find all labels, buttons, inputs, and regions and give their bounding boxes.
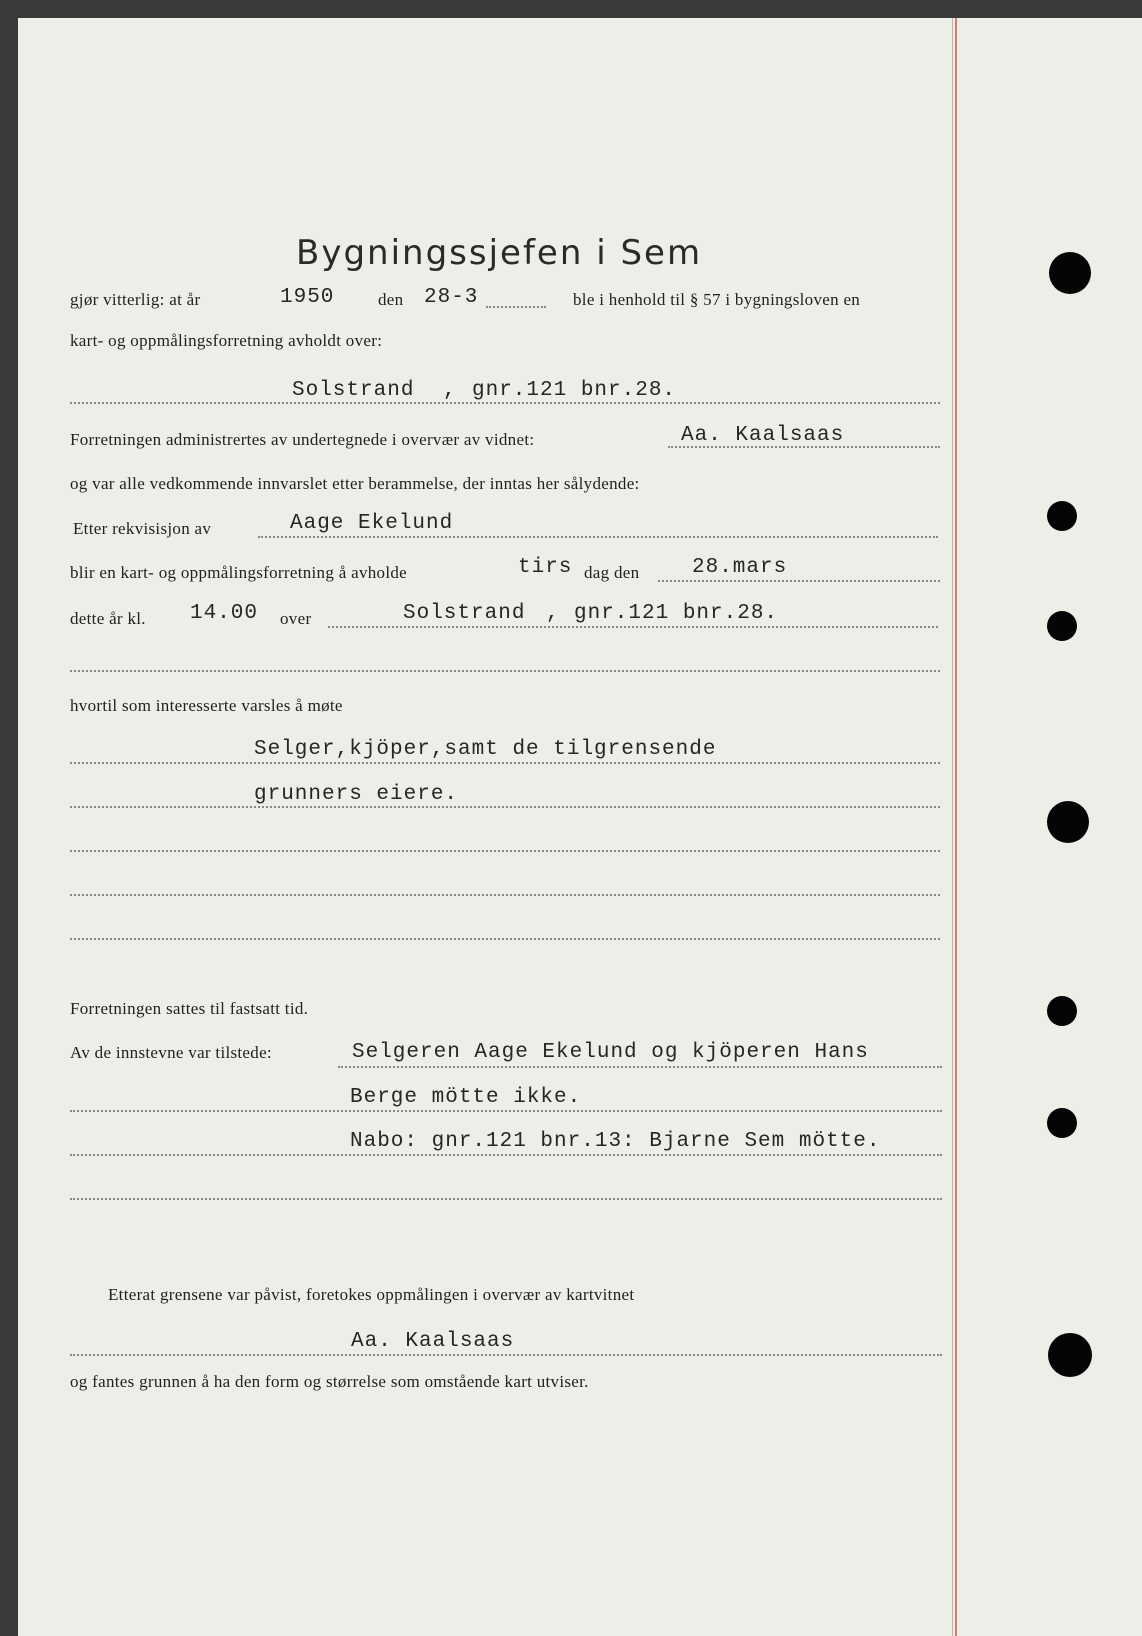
punch-hole	[1048, 1333, 1092, 1377]
present-text-2: Berge mötte ikke.	[350, 1086, 582, 1109]
present-line-1	[338, 1066, 942, 1068]
present-line-2	[70, 1110, 942, 1112]
blank-line	[70, 850, 940, 852]
invited-label: hvortil som interesserte varsles å møte	[70, 696, 343, 715]
property-line	[70, 402, 940, 404]
punch-hole	[1047, 501, 1077, 531]
punch-hole	[1047, 801, 1089, 843]
invited-line-1	[70, 762, 940, 764]
invited-line-2	[70, 806, 940, 808]
time-line-fill	[328, 626, 938, 628]
present-label: Av de innstevne var tilstede:	[70, 1043, 272, 1062]
witness-name: Aa. Kaalsaas	[681, 424, 845, 447]
dag-den-label: dag den	[584, 563, 640, 582]
notified-text: og var alle vedkommende innvarslet etter berammelse, der inntas her sålydende:	[70, 474, 640, 493]
present-text-3: Nabo: gnr.121 bnr.13: Bjarne Sem mötte.	[350, 1130, 881, 1153]
property-gnr-bnr: gnr.121 bnr.28.	[472, 379, 677, 402]
blank-line	[70, 1198, 942, 1200]
schedule-weekday: tirs	[518, 556, 573, 579]
blank-line	[70, 670, 940, 672]
time-value: 14.00	[190, 602, 259, 625]
schedule-date: 28.mars	[692, 556, 788, 579]
requisition-label: Etter rekvisisjon av	[73, 519, 212, 538]
den-label: den	[378, 290, 404, 309]
held-on-time: Forretningen sattes til fastsatt tid.	[70, 999, 309, 1018]
survey-line	[70, 1354, 942, 1356]
date-value: 28-3	[424, 286, 479, 309]
survey-text: Etterat grensene var påvist, foretokes oppmålingen i overvær av kartvitnet	[108, 1285, 635, 1304]
time-gnr-bnr: gnr.121 bnr.28.	[574, 602, 779, 625]
over-label: over	[280, 609, 312, 628]
attest-prefix: gjør vitterlig: at år	[70, 290, 201, 309]
law-suffix: ble i henhold til § 57 i bygningsloven en	[573, 290, 861, 309]
present-line-3	[70, 1154, 942, 1156]
punch-hole	[1047, 996, 1077, 1026]
punch-hole	[1047, 1108, 1077, 1138]
page-border-line	[952, 18, 953, 1636]
margin-line	[955, 18, 957, 1636]
requisition-line	[258, 536, 938, 538]
closing-text: og fantes grunnen å ha den form og størrelse som omstående kart utviser.	[70, 1372, 589, 1391]
year-value: 1950	[280, 286, 335, 309]
requisition-name: Aage Ekelund	[290, 512, 454, 535]
survey-witness: Aa. Kaalsaas	[351, 1330, 515, 1353]
punch-hole	[1049, 252, 1091, 294]
administered-label: Forretningen administrertes av undertegnede i overvær av vidnet:	[70, 430, 535, 449]
property-place: Solstrand	[292, 379, 415, 402]
time-prefix: dette år kl.	[70, 609, 146, 628]
time-sep: ,	[546, 602, 560, 625]
property-sep: ,	[443, 379, 457, 402]
present-text-1: Selgeren Aage Ekelund og kjöperen Hans	[352, 1041, 869, 1064]
time-place: Solstrand	[403, 602, 526, 625]
blank-line	[70, 938, 940, 940]
invited-text-2: grunners eiere.	[254, 783, 459, 806]
schedule-line	[658, 580, 940, 582]
witness-line	[668, 446, 940, 448]
schedule-prefix: blir en kart- og oppmålingsforretning å avholde	[70, 563, 408, 582]
line-kart: kart- og oppmålingsforretning avholdt over:	[70, 331, 383, 350]
punch-hole	[1047, 611, 1077, 641]
blank-line	[70, 894, 940, 896]
document-page	[18, 18, 1142, 1636]
date-fill	[486, 306, 546, 308]
document-title: Bygningssjefen i Sem	[296, 232, 703, 273]
invited-text-1: Selger,kjöper,samt de tilgrensende	[254, 738, 717, 761]
